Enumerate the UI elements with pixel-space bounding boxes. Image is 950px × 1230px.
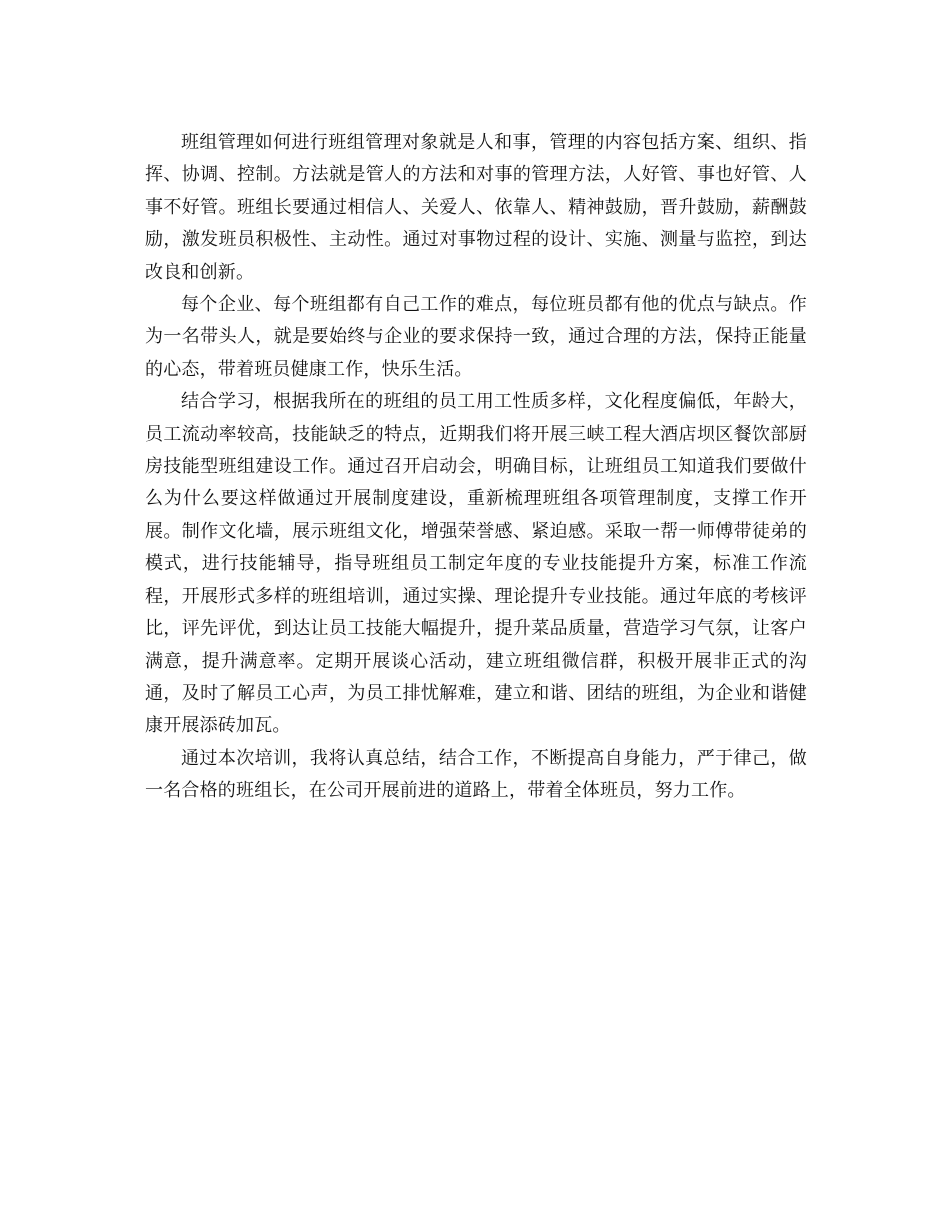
paragraph-4: 通过本次培训，我将认真总结，结合工作，不断提高自身能力，严于律己，做一名合格的班组长，在公司开展前进的道路上，带着全体班员，努力工作。 [145, 747, 807, 802]
paragraph-1: 班组管理如何进行班组管理对象就是人和事，管理的内容包括方案、组织、指挥、协调、控制。方法就是管人的方法和对事的管理方法，人好管、事也好管、人事不好管。班组长要通过相信人、关爱人、依靠人、精神鼓励，晋升鼓励，薪酬鼓励，激发班员积极性、主动性。通过对事物过程的设计、实施、测量与监控，到达改良和创新。 [145, 132, 807, 283]
document-body [145, 127, 807, 808]
paragraph-3: 结合学习，根据我所在的班组的员工用工性质多样，文化程度偏低，年龄大，员工流动率较高，技能缺乏的特点，近期我们将开展三峡工程大酒店坝区餐饮部厨房技能型班组建设工作。通过召开启动会，明确目标，让班组员工知道我们要做什么为什么要这样做通过开展制度建设，重新梳理班组各项管理制度，支撑工作开展。制作文化墙，展示班组文化，增强荣誉感、紧迫感。采取一帮一师傅带徒弟的模式，进行技能辅导，指导班组员工制定年度的专业技能提升方案，标准工作流程，开展形式多样的班组培训，通过实操、理论提升专业技能。通过年底的考核评比，评先评优，到达让员工技能大幅提升，提升菜品质量，营造学习气氛，让客户满意，提升满意率。定期开展谈心活动，建立班组微信群，积极开展非正式的沟通，及时了解员工心声，为员工排忧解难，建立和谐、团结的班组，为企业和谐健康开展添砖加瓦。 [145, 391, 807, 737]
paragraph-2: 每个企业、每个班组都有自己工作的难点，每位班员都有他的优点与缺点。作为一名带头人，就是要始终与企业的要求保持一致，通过合理的方法，保持正能量的心态，带着班员健康工作，快乐生活。 [145, 294, 807, 380]
